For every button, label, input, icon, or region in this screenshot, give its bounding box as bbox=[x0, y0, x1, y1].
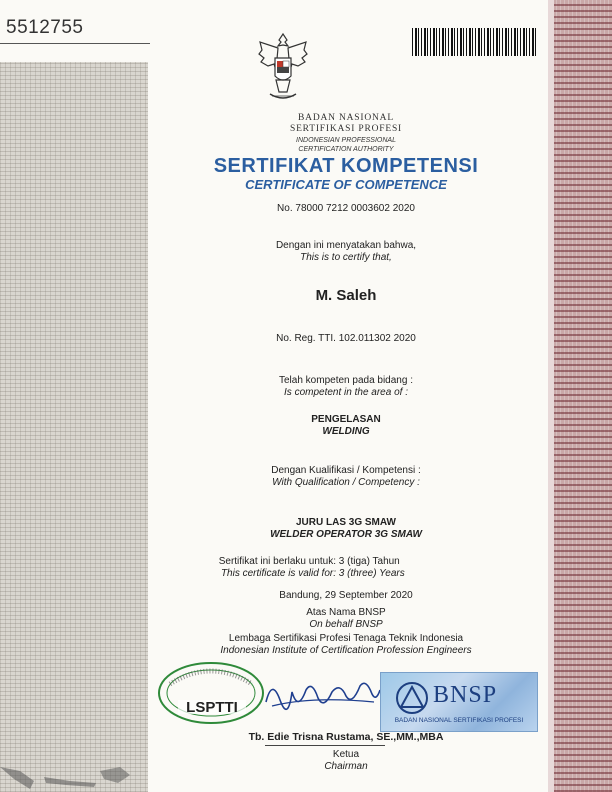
validity bbox=[186, 556, 405, 580]
registration-number: No. Reg. TTI. 102.011302 2020 bbox=[276, 333, 416, 344]
indonesia-map-watermark bbox=[0, 757, 160, 792]
institution-en: Indonesian Institute of Certification Profession Engineers bbox=[220, 645, 472, 656]
agency-en-line-1: INDONESIAN PROFESSIONAL bbox=[296, 137, 396, 144]
behalf bbox=[150, 607, 542, 631]
behalf-id: Atas Nama BNSP bbox=[306, 607, 386, 618]
place-date: Bandung, 29 September 2020 bbox=[279, 590, 413, 601]
bnsp-caption: BADAN NASIONAL SERTIFIKASI PROFESI bbox=[394, 717, 524, 724]
area-en: WELDING bbox=[322, 426, 370, 437]
bnsp-mark-icon bbox=[395, 681, 429, 715]
agency-en-line-2: CERTIFICATION AUTHORITY bbox=[298, 146, 394, 153]
institution-id: Lembaga Sertifikasi Profesi Tenaga Teknik Indonesia bbox=[228, 633, 464, 644]
competence-label-id: Telah kompeten pada bidang : bbox=[279, 375, 413, 386]
validity-row-en bbox=[186, 568, 405, 580]
agency-line-2: SERTIFIKASI PROFESI bbox=[289, 124, 403, 134]
certificate-subtitle: CERTIFICATE OF COMPETENCE bbox=[245, 177, 447, 192]
guilloche-right-border bbox=[548, 0, 612, 792]
validity-label-id: Sertifikat ini berlaku untuk: bbox=[218, 556, 336, 567]
certify-statement bbox=[150, 240, 542, 264]
certificate-title: SERTIFIKAT KOMPETENSI bbox=[213, 155, 479, 177]
competence-statement bbox=[150, 375, 542, 399]
competence-area bbox=[150, 414, 542, 438]
signature-divider bbox=[265, 745, 385, 746]
barcode bbox=[412, 28, 538, 56]
agency-name-en bbox=[150, 136, 542, 154]
signatory-role-en: Chairman bbox=[324, 761, 368, 772]
certificate-number: No. 78000 7212 0003602 2020 bbox=[277, 203, 415, 214]
institution bbox=[150, 633, 542, 657]
guilloche-left-border bbox=[0, 62, 148, 792]
signatory-role-id: Ketua bbox=[332, 749, 360, 760]
garuda-emblem-icon bbox=[256, 30, 310, 108]
qualification-en: WELDER OPERATOR 3G SMAW bbox=[270, 529, 422, 540]
competence-label-en: Is competent in the area of : bbox=[284, 387, 408, 398]
validity-value-en: 3 (three) Years bbox=[338, 568, 405, 579]
signatory-role bbox=[150, 749, 542, 773]
seal-text: LSPTTI bbox=[186, 699, 238, 716]
qualification-label bbox=[150, 465, 542, 489]
area-id: PENGELASAN bbox=[311, 414, 381, 425]
serial-underline bbox=[0, 43, 150, 44]
certify-statement-id: Dengan ini menyatakan bahwa, bbox=[275, 240, 417, 251]
validity-row-id bbox=[186, 556, 405, 568]
bnsp-hologram bbox=[380, 672, 538, 732]
agency-line-1: BADAN NASIONAL bbox=[298, 113, 394, 123]
holder-name: M. Saleh bbox=[315, 287, 377, 304]
validity-label-en: This certificate is valid for: bbox=[220, 568, 336, 579]
bnsp-logo-text: BNSP bbox=[433, 682, 498, 708]
signature bbox=[262, 672, 382, 718]
behalf-en: On behalf BNSP bbox=[309, 619, 383, 630]
signatory-name: Tb. Edie Trisna Rustama, SE.,MM.,MBA bbox=[248, 731, 444, 743]
agency-name bbox=[150, 113, 542, 135]
qualification-label-id: Dengan Kualifikasi / Kompetensi : bbox=[271, 465, 421, 476]
lsptti-seal-icon bbox=[156, 660, 266, 726]
qualification bbox=[150, 517, 542, 541]
qualification-id: JURU LAS 3G SMAW bbox=[295, 517, 396, 528]
serial-number: 5512755 bbox=[6, 17, 84, 38]
qualification-label-en: With Qualification / Competency : bbox=[272, 477, 420, 488]
certify-statement-en: This is to certify that, bbox=[300, 252, 392, 263]
validity-value-id: 3 (tiga) Tahun bbox=[338, 556, 400, 567]
